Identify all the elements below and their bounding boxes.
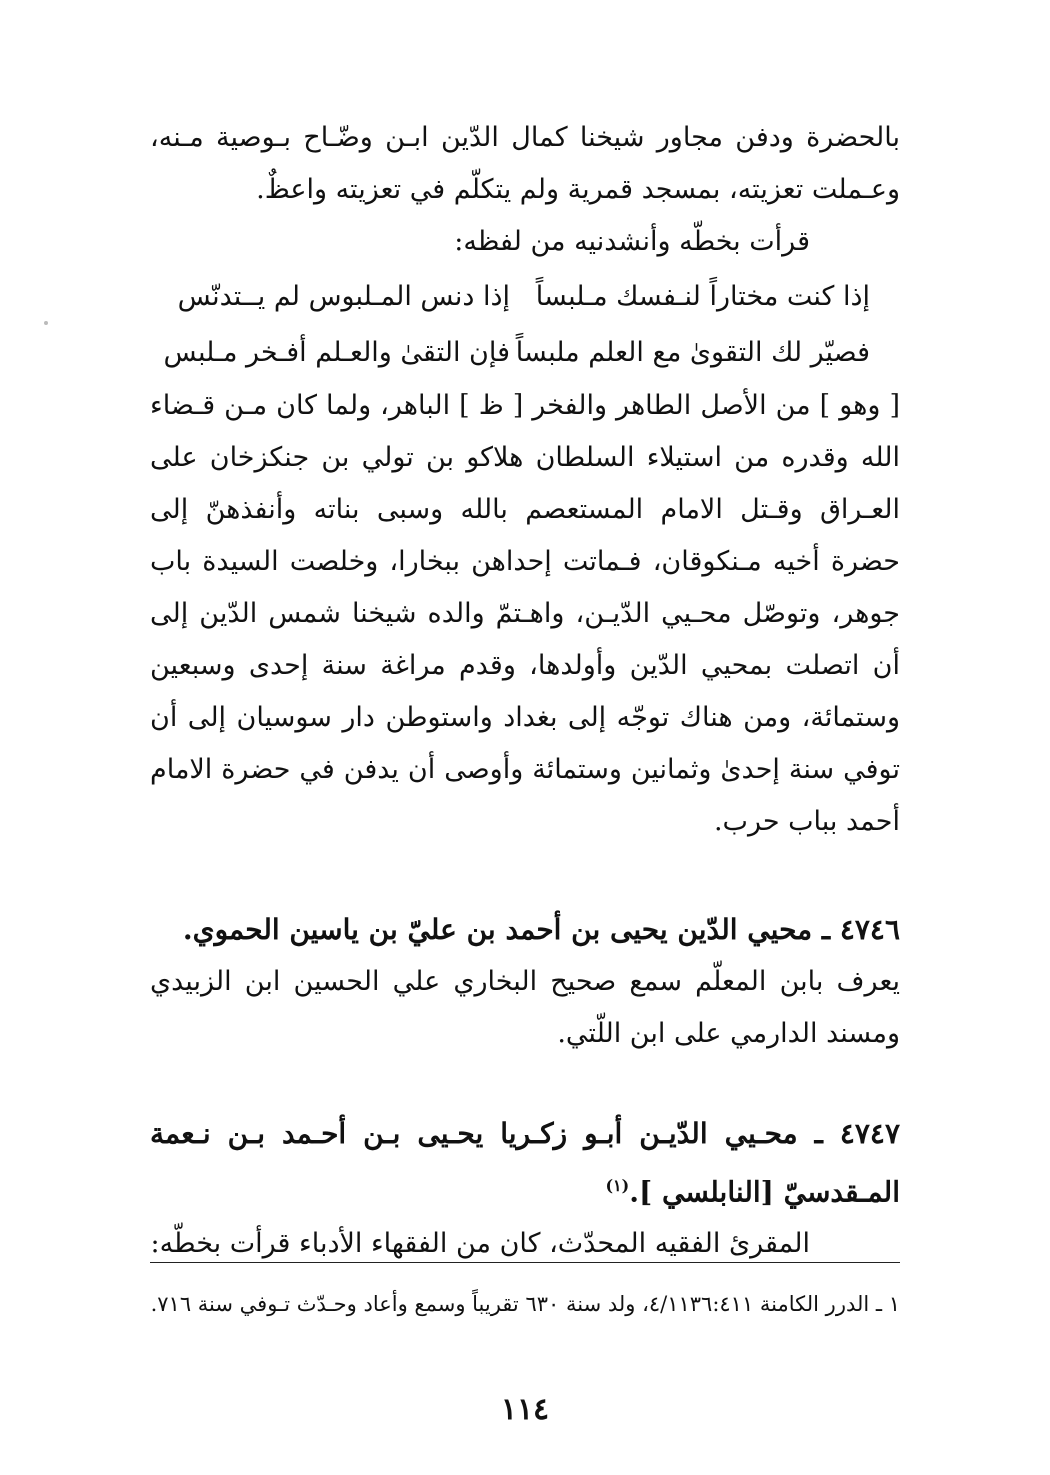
spacer [150,848,900,904]
verse-second-hemistich: فإن التقىٰ والعـلم أفـخر مـلبس [163,336,510,368]
poem-intro: قرأت بخطّه وأنشدنيه من لفظه: [454,226,810,257]
page-body [150,112,900,1270]
paragraph-top: بالحضرة ودفن مجاور شيخنا كمال الدّين ابـن وضّـاح بـوصية مـنه، وعـملت تعزيته، بمسجد قمرية ولم يتكلّم في تعزيته واعظٌ. [150,122,900,205]
verse-first-hemistich: إذا كنت مختاراً لنـفسك مـلبساً [535,280,870,312]
verse-second-hemistich: إذا دنس المـلبوس لم يــتدنّس [177,280,510,312]
entry-4747-heading [150,1108,900,1218]
page-number: ١١٤ [500,1392,550,1427]
footnote-divider [150,1262,900,1263]
spacer [150,1060,900,1108]
footnote: ١ ـ الدرر الكامنة ٤/١١٣٦:٤١١، ولد سنة ٦٣٠ تقريباً وسمع وأعاد وحـدّث تـوفي سنة ٧١٦. [150,1292,900,1316]
poem [150,268,900,380]
poem-verse [150,268,900,324]
entry-4747-body: المقرئ الفقيه المحدّث، كان من الفقهاء الأدباء قرأت بخطّه: [150,1228,810,1260]
poem-verse [150,324,900,380]
entry-4747-heading-text: ٤٧٤٧ ـ محـيي الدّيـن أبـو زكـريا يحـيى بـن أحـمد بـن نـعمة المـقدسيّ [النابلسي ]. [150,1117,900,1209]
paragraph-main: [ وهو ] من الأصل الطاهر والفخر [ ظ ] الباهر، ولما كان مـن قـضاء الله وقدره من استيلاء السلطان هلاكو بن تولي بن جنكزخان على العـراق وقـتل الامام المستعصم بالله وسبى بناته وأنفذهنّ إلى حضرة أخيه مـنكوقان، فـماتت إحداهن ببخارا، وخلصت السيدة باب جوهر، وتوصّل محـيي الدّيـن، واهـتمّ والده شيخنا شمس الدّين إلى أن اتصلت بمحيي الدّين وأولدها، وقدم مراغة سنة إحدى وسبعين وستمائة، ومن هناك توجّه إلى بغداد واستوطن دار سوسيان إلى أن توفي سنة إحدىٰ وثمانين وستمائة وأوصى أن يدفن في حضرة الامام أحمد بباب حرب. [150,390,900,837]
margin-speck [44,321,48,325]
entry-4746-heading: ٤٧٤٦ ـ محيي الدّين يحيى بن أحمد بن عليّ بن ياسين الحموي. [182,913,900,946]
verse-first-hemistich: فصيّر لك التقوىٰ مع العلم ملبساً [515,336,870,368]
entry-4746-body: يعرف بابن المعلّم سمع صحيح البخاري علي الحسين ابن الزبيدي ومسند الدارمي على ابن اللّتي. [150,966,900,1049]
footnote-reference[interactable]: (١) [605,1176,630,1195]
